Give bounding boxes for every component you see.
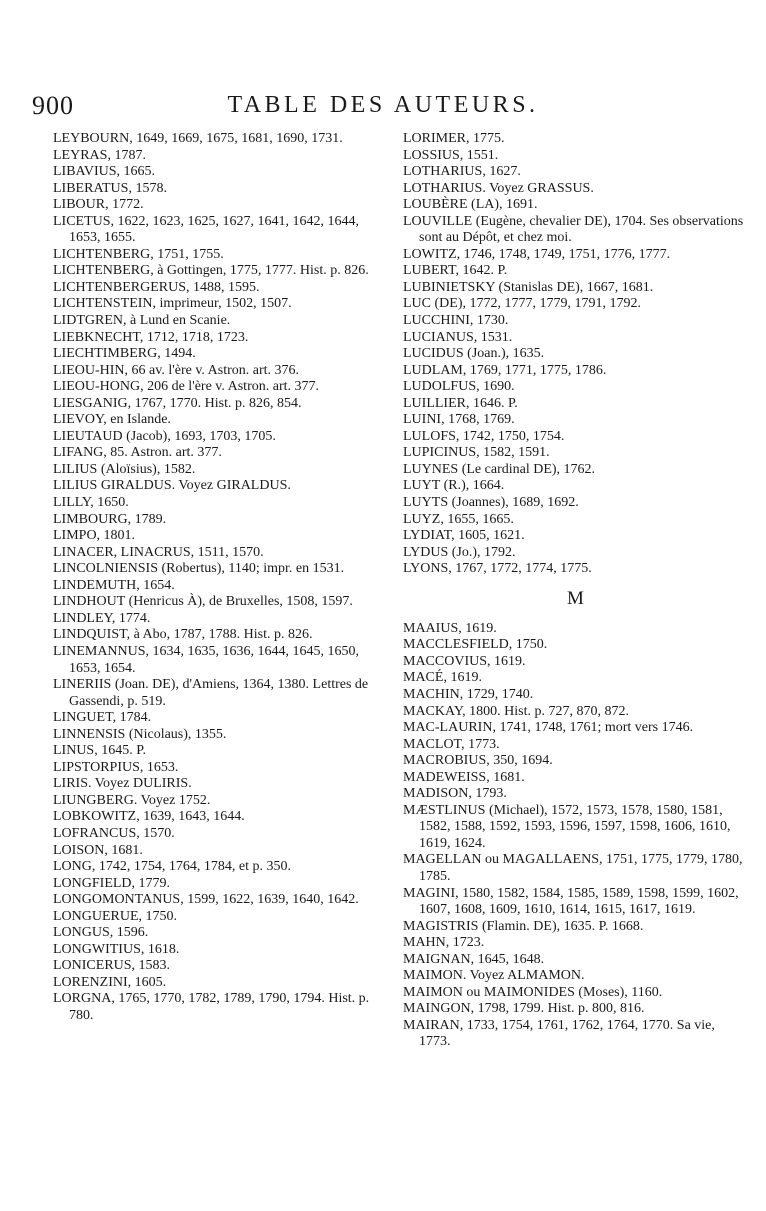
index-entry: LYDIAT, 1605, 1621. — [403, 528, 525, 544]
index-entry: LUPICINUS, 1582, 1591. — [403, 445, 550, 461]
right-column — [403, 131, 748, 1051]
index-entry: LORIMER, 1775. — [403, 131, 505, 146]
index-entry: LIBERATUS, 1578. — [53, 180, 167, 196]
index-entry: LIPSTORPIUS, 1653. — [53, 759, 179, 775]
index-entry: LUYNES (Le cardinal DE), 1762. — [403, 461, 596, 477]
index-entry: MAIRAN, 1733, 1754, 1761, 1762, 1764, 1770. Sa vie, 1773. — [403, 1017, 715, 1050]
index-entry: LOSSIUS, 1551. — [403, 147, 499, 163]
index-entry: LORGNA, 1765, 1770, 1782, 1789, 1790, 1794. Hist. p. 780. — [53, 991, 370, 1023]
index-entry: LILIUS GIRALDUS. Voyez GIRALDUS. — [53, 478, 291, 494]
index-entry: LINCOLNIENSIS (Robertus), 1140; impr. en 1531. — [53, 561, 345, 577]
index-entry: MAHN, 1723. — [403, 935, 485, 951]
index-entry: LINDEMUTH, 1654. — [53, 577, 175, 593]
index-entry: LICHTENBERG, 1751, 1755. — [53, 246, 224, 262]
index-entry: MÆSTLINUS (Michael), 1572, 1573, 1578, 1580, 1581, 1582, 1588, 1592, 1593, 1596, 1597, 1598, 1606, 1610, 1619, 1624. — [403, 802, 731, 851]
index-entry: LIRIS. Voyez DULIRIS. — [53, 776, 192, 792]
index-entry: MAAIUS, 1619. — [403, 620, 497, 636]
index-entry: MACHIN, 1729, 1740. — [403, 686, 534, 702]
index-entry: LUYT (R.), 1664. — [403, 478, 505, 494]
index-entry: LIEOU-HIN, 66 av. l'ère v. Astron. art. 376. — [53, 362, 300, 378]
index-entry: LUBINIETSKY (Stanislas DE), 1667, 1681. — [403, 279, 654, 295]
index-entry: LUYZ, 1655, 1665. — [403, 511, 514, 527]
index-entry: LYDUS (Jo.), 1792. — [403, 544, 516, 560]
index-entry: LINACER, LINACRUS, 1511, 1570. — [53, 544, 264, 560]
index-entry: LORENZINI, 1605. — [53, 974, 167, 990]
index-entry: LILLY, 1650. — [53, 495, 129, 511]
index-entry: LOBKOWITZ, 1639, 1643, 1644. — [53, 809, 245, 825]
index-entry: LINUS, 1645. P. — [53, 743, 146, 759]
index-entry: LONGUERUE, 1750. — [53, 908, 178, 924]
index-entry: LIECHTIMBERG, 1494. — [53, 346, 196, 362]
index-entry: LOISON, 1681. — [53, 842, 143, 858]
index-entry: MADISON, 1793. — [403, 786, 507, 802]
index-entry: LONGOMONTANUS, 1599, 1622, 1639, 1640, 1642. — [53, 892, 359, 908]
index-entry: LUYTS (Joannes), 1689, 1692. — [403, 495, 579, 511]
index-entry: LIEBKNECHT, 1712, 1718, 1723. — [53, 329, 249, 345]
index-entry: LUDLAM, 1769, 1771, 1775, 1786. — [403, 362, 607, 378]
index-entry: LUCIANUS, 1531. — [403, 329, 513, 345]
index-entry: LOUBÈRE (LA), 1691. — [403, 197, 538, 213]
index-entry: LUC (DE), 1772, 1777, 1779, 1791, 1792. — [403, 296, 641, 312]
section-letter: M — [567, 587, 584, 609]
index-entry: LIBAVIUS, 1665. — [53, 164, 156, 180]
index-entry: LICHTENBERGERUS, 1488, 1595. — [53, 279, 260, 295]
index-entry: LOWITZ, 1746, 1748, 1749, 1751, 1776, 1777. — [403, 246, 671, 262]
index-entry: LUBERT, 1642. P. — [403, 263, 508, 279]
index-entry: MACCLESFIELD, 1750. — [403, 637, 548, 653]
index-entry: MAGINI, 1580, 1582, 1584, 1585, 1589, 1598, 1599, 1602, 1607, 1608, 1609, 1610, 1614, 1615, 1617, 1619. — [403, 885, 739, 918]
index-entry: MACROBIUS, 350, 1694. — [403, 753, 553, 769]
index-entry: MAGELLAN ou MAGALLAENS, 1751, 1775, 1779, 1780, 1785. — [403, 852, 743, 884]
page-number: 900 — [32, 91, 74, 120]
index-entry: LEYBOURN, 1649, 1669, 1675, 1681, 1690, 1731. — [53, 131, 343, 146]
index-entry: LOTHARIUS. Voyez GRASSUS. — [403, 180, 594, 196]
index-entry: MADEWEISS, 1681. — [403, 769, 525, 785]
index-entry: LINNENSIS (Nicolaus), 1355. — [53, 726, 227, 742]
index-entry: LINGUET, 1784. — [53, 710, 152, 726]
index-entry: MAIGNAN, 1645, 1648. — [403, 951, 545, 967]
index-entry: LULOFS, 1742, 1750, 1754. — [403, 428, 565, 444]
index-entry: MAIMON ou MAIMONIDES (Moses), 1160. — [403, 984, 663, 1000]
index-entry: MACÉ, 1619. — [403, 670, 482, 686]
index-entry: LIEOU-HONG, 206 de l'ère v. Astron. art. 377. — [53, 379, 319, 395]
index-entry: LIFANG, 85. Astron. art. 377. — [53, 445, 222, 461]
index-entry: LIUNGBERG. Voyez 1752. — [53, 792, 211, 808]
index-entry: LIBOUR, 1772. — [53, 197, 144, 213]
left-column — [53, 131, 393, 1025]
index-entry: LIEUTAUD (Jacob), 1693, 1703, 1705. — [53, 428, 276, 444]
index-entry: MAC-LAURIN, 1741, 1748, 1761; mort vers 1746. — [403, 720, 694, 736]
index-entry: LINDHOUT (Henricus À), de Bruxelles, 1508, 1597. — [53, 594, 353, 610]
index-entry: MACCOVIUS, 1619. — [403, 653, 526, 669]
index-entry: LIDTGREN, à Lund en Scanie. — [53, 313, 231, 329]
index-entry: LIESGANIG, 1767, 1770. Hist. p. 826, 854. — [53, 395, 302, 411]
index-entry: LUDOLFUS, 1690. — [403, 379, 515, 395]
index-entry: LONGUS, 1596. — [53, 925, 149, 941]
index-entry: LUINI, 1768, 1769. — [403, 412, 515, 428]
index-entry: LINERIIS (Joan. DE), d'Amiens, 1364, 1380. Lettres de Gassendi, p. 519. — [53, 677, 369, 709]
page-title: TABLE DES AUTEURS. — [227, 92, 539, 118]
index-entry: LUILLIER, 1646. P. — [403, 395, 518, 411]
index-entry: LONGFIELD, 1779. — [53, 875, 171, 891]
index-entry: LUCIDUS (Joan.), 1635. — [403, 346, 545, 362]
index-entry: LEYRAS, 1787. — [53, 147, 146, 163]
index-entry: LYONS, 1767, 1772, 1774, 1775. — [403, 561, 592, 577]
index-entry: LOFRANCUS, 1570. — [53, 825, 175, 841]
index-entry: LONG, 1742, 1754, 1764, 1784, et p. 350. — [53, 859, 291, 875]
index-entry: LUCCHINI, 1730. — [403, 313, 509, 329]
index-entry: LOTHARIUS, 1627. — [403, 164, 521, 180]
index-entry: LICHTENSTEIN, imprimeur, 1502, 1507. — [53, 296, 292, 312]
index-entry: LILIUS (Aloïsius), 1582. — [53, 461, 196, 477]
index-entry: LINDQUIST, à Abo, 1787, 1788. Hist. p. 826. — [53, 627, 313, 643]
index-entry: LIMBOURG, 1789. — [53, 511, 167, 527]
index-entry: MACLOT, 1773. — [403, 736, 500, 752]
index-entry: MACKAY, 1800. Hist. p. 727, 870, 872. — [403, 703, 629, 719]
entries-m — [403, 621, 748, 1051]
index-entry: LONGWITIUS, 1618. — [53, 941, 180, 957]
index-entry: LINDLEY, 1774. — [53, 610, 151, 626]
entries-l-continued — [403, 131, 748, 578]
index-entry: LIEVOY, en Islande. — [53, 412, 171, 428]
index-entry: LINEMANNUS, 1634, 1635, 1636, 1644, 1645, 1650, 1653, 1654. — [53, 643, 360, 676]
index-entry: MAGISTRIS (Flamin. DE), 1635. P. 1668. — [403, 918, 644, 934]
index-entry: LICETUS, 1622, 1623, 1625, 1627, 1641, 1642, 1644, 1653, 1655. — [53, 213, 360, 246]
index-entry: LOUVILLE (Eugène, chevalier DE), 1704. Ses observations sont au Dépôt, et chez moi. — [403, 213, 744, 246]
index-entry: LONICERUS, 1583. — [53, 958, 171, 974]
index-entry: MAINGON, 1798, 1799. Hist. p. 800, 816. — [403, 1001, 645, 1017]
index-entry: LICHTENBERG, à Gottingen, 1775, 1777. Hist. p. 826. — [53, 263, 369, 279]
index-entry: LIMPO, 1801. — [53, 528, 136, 544]
index-entry: MAIMON. Voyez ALMAMON. — [403, 968, 585, 984]
